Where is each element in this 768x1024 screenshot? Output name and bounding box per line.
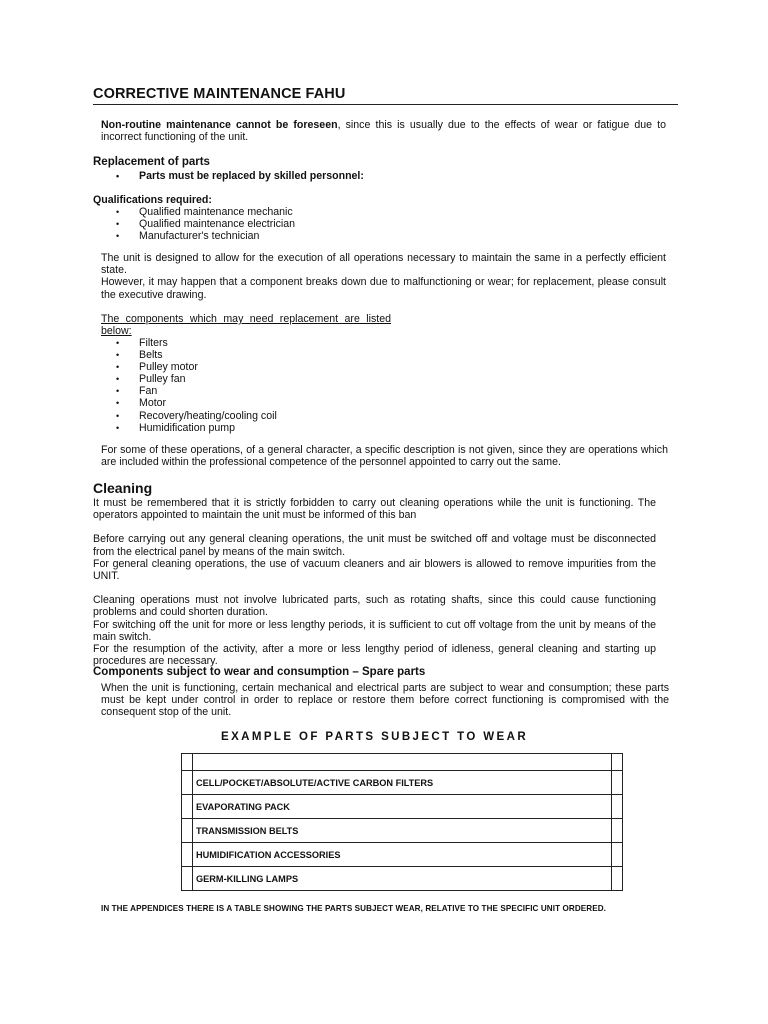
table-row [182,771,623,795]
list-item: • Fan [116,385,516,397]
list-item: • Qualified maintenance mechanic [116,206,616,218]
list-item: • Pulley motor [116,361,516,373]
cleaning-para-4: Cleaning operations must not involve lubricated parts, such as rotating shafts, since this could cause functioning problems and could shorten duration. [93,594,656,619]
spare-parts-heading: Components subject to wear and consumption – Spare parts [93,666,426,678]
intro-bold: Non-routine maintenance cannot be foreseen [101,119,338,131]
intro-paragraph [101,119,666,143]
qualifications-heading: Qualifications required: [93,194,212,206]
cleaning-para-2: Before carrying out any general cleaning operations, the unit must be switched off and voltage must be disconnected from the electrical panel by means of the main switch. [93,533,656,558]
cleaning-para-1: It must be remembered that it is strictly forbidden to carry out cleaning operations while the unit is functioning. The operators appointed to maintain the unit must be informed of this ban [93,497,656,522]
components-intro: The components which may need replacement are listed below: [101,313,391,338]
table-title: EXAMPLE OF PARTS SUBJECT TO WEAR [221,731,529,743]
cleaning-heading: Cleaning [93,480,153,496]
list-item: • Humidification pump [116,422,516,434]
table-row [182,867,623,891]
replacement-list [116,170,616,182]
cleaning-para-3: For general cleaning operations, the use of vacuum cleaners and air blowers is allowed to remove impurities from the UNIT. [93,557,656,583]
design-para-1: The unit is designed to allow for the execution of all operations necessary to maintain the same in a perfectly efficient state. [101,252,666,277]
components-list [116,337,516,434]
spare-parts-paragraph: When the unit is functioning, certain mechanical and electrical parts are subject to wear and consumption; these parts must be kept under control in order to replace or restore them before correct functioning is compromised with the consequent stop of the unit. [101,682,669,719]
table-row [182,819,623,843]
footnote: IN THE APPENDICES THERE IS A TABLE SHOWING THE PARTS SUBJECT WEAR, RELATIVE TO THE SPECIFIC UNIT ORDERED. [101,904,606,913]
qualifications-list [116,206,616,242]
table-cell: EVAPORATING PACK [193,795,612,819]
wear-parts-table [181,753,623,891]
list-item: • Belts [116,349,516,361]
table-cell: GERM-KILLING LAMPS [193,867,612,891]
list-item: • Filters [116,337,516,349]
design-para-2: However, it may happen that a component breaks down due to malfunctioning or wear; for replacement, please consult the executive drawing. [101,276,666,301]
cleaning-para-5: For switching off the unit for more or less lengthy periods, it is sufficient to cut off voltage from the unit by means of the main switch. [93,618,656,643]
table-row [182,754,623,771]
list-item: • Manufacturer's technician [116,230,616,242]
table-row [182,795,623,819]
list-item: • Recovery/heating/cooling coil [116,410,516,422]
page-title: CORRECTIVE MAINTENANCE FAHU [93,86,678,105]
list-item: • Qualified maintenance electrician [116,218,616,230]
list-item: • Motor [116,397,516,409]
table-cell: CELL/POCKET/ABSOLUTE/ACTIVE CARBON FILTERS [193,771,612,795]
intro-rest: , since this is usually due to the effects of wear or fatigue due to incorrect functioning of the unit. [101,119,666,144]
replacement-heading: Replacement of parts [93,156,210,168]
list-item: • Pulley fan [116,373,516,385]
table-cell: HUMIDIFICATION ACCESSORIES [193,843,612,867]
list-item: • Parts must be replaced by skilled personnel: [116,170,616,182]
cleaning-para-6: For the resumption of the activity, after a more or less lengthy period of idleness, general cleaning and starting up procedures are necessary. [93,643,656,668]
table-cell: TRANSMISSION BELTS [193,819,612,843]
cleaning-section [93,497,656,667]
design-paragraph [101,252,666,301]
table-row [182,843,623,867]
general-paragraph: For some of these operations, of a general character, a specific description is not given, since they are operations which are included within the professional competence of the personnel appointed to carry out the same. [101,444,668,469]
